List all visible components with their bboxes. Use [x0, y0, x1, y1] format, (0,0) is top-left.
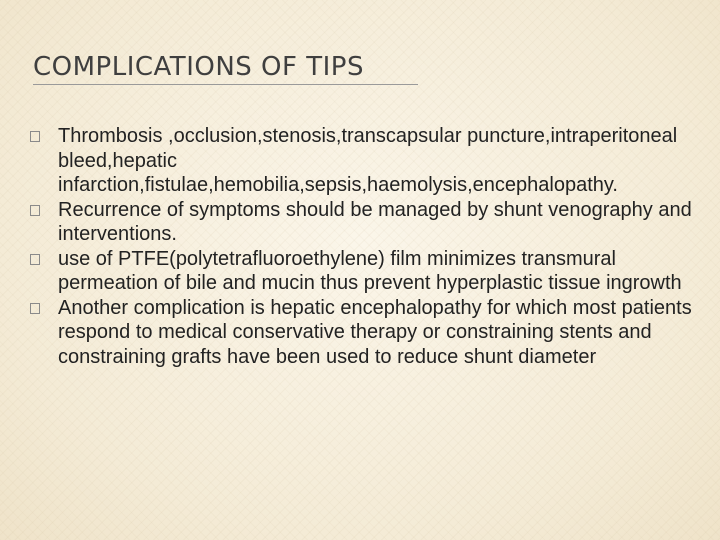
bullet-text: Another complication is hepatic encephalopathy for which most patients respond to medical conservative therapy or constraining stents and constraining grafts have been used to reduce shunt diameter — [58, 296, 692, 368]
bullet-item — [30, 247, 700, 296]
bullet-box-icon — [30, 131, 40, 142]
bullet-text: Thrombosis ,occlusion,stenosis,transcapsular puncture,intraperitoneal bleed,hepatic infarction,fistulae,hemobilia,sepsis,haemolysis,encephalopathy. — [58, 125, 678, 196]
bullet-box-icon — [30, 303, 40, 314]
bullet-list — [30, 124, 700, 369]
bullet-item — [30, 124, 700, 198]
bullet-item — [30, 198, 700, 247]
bullet-item — [30, 296, 700, 370]
slide-title: COMPLICATIONS OF TIPS — [33, 52, 364, 82]
bullet-text: use of PTFE(polytetrafluoroethylene) film minimizes transmural permeation of bile and mucin thus prevent hyperplastic tissue ingrowth — [58, 247, 682, 294]
bullet-box-icon — [30, 254, 40, 265]
bullet-text: Recurrence of symptoms should be managed by shunt venography and interventions. — [58, 198, 692, 245]
bullet-box-icon — [30, 205, 40, 216]
title-underline — [33, 84, 418, 85]
